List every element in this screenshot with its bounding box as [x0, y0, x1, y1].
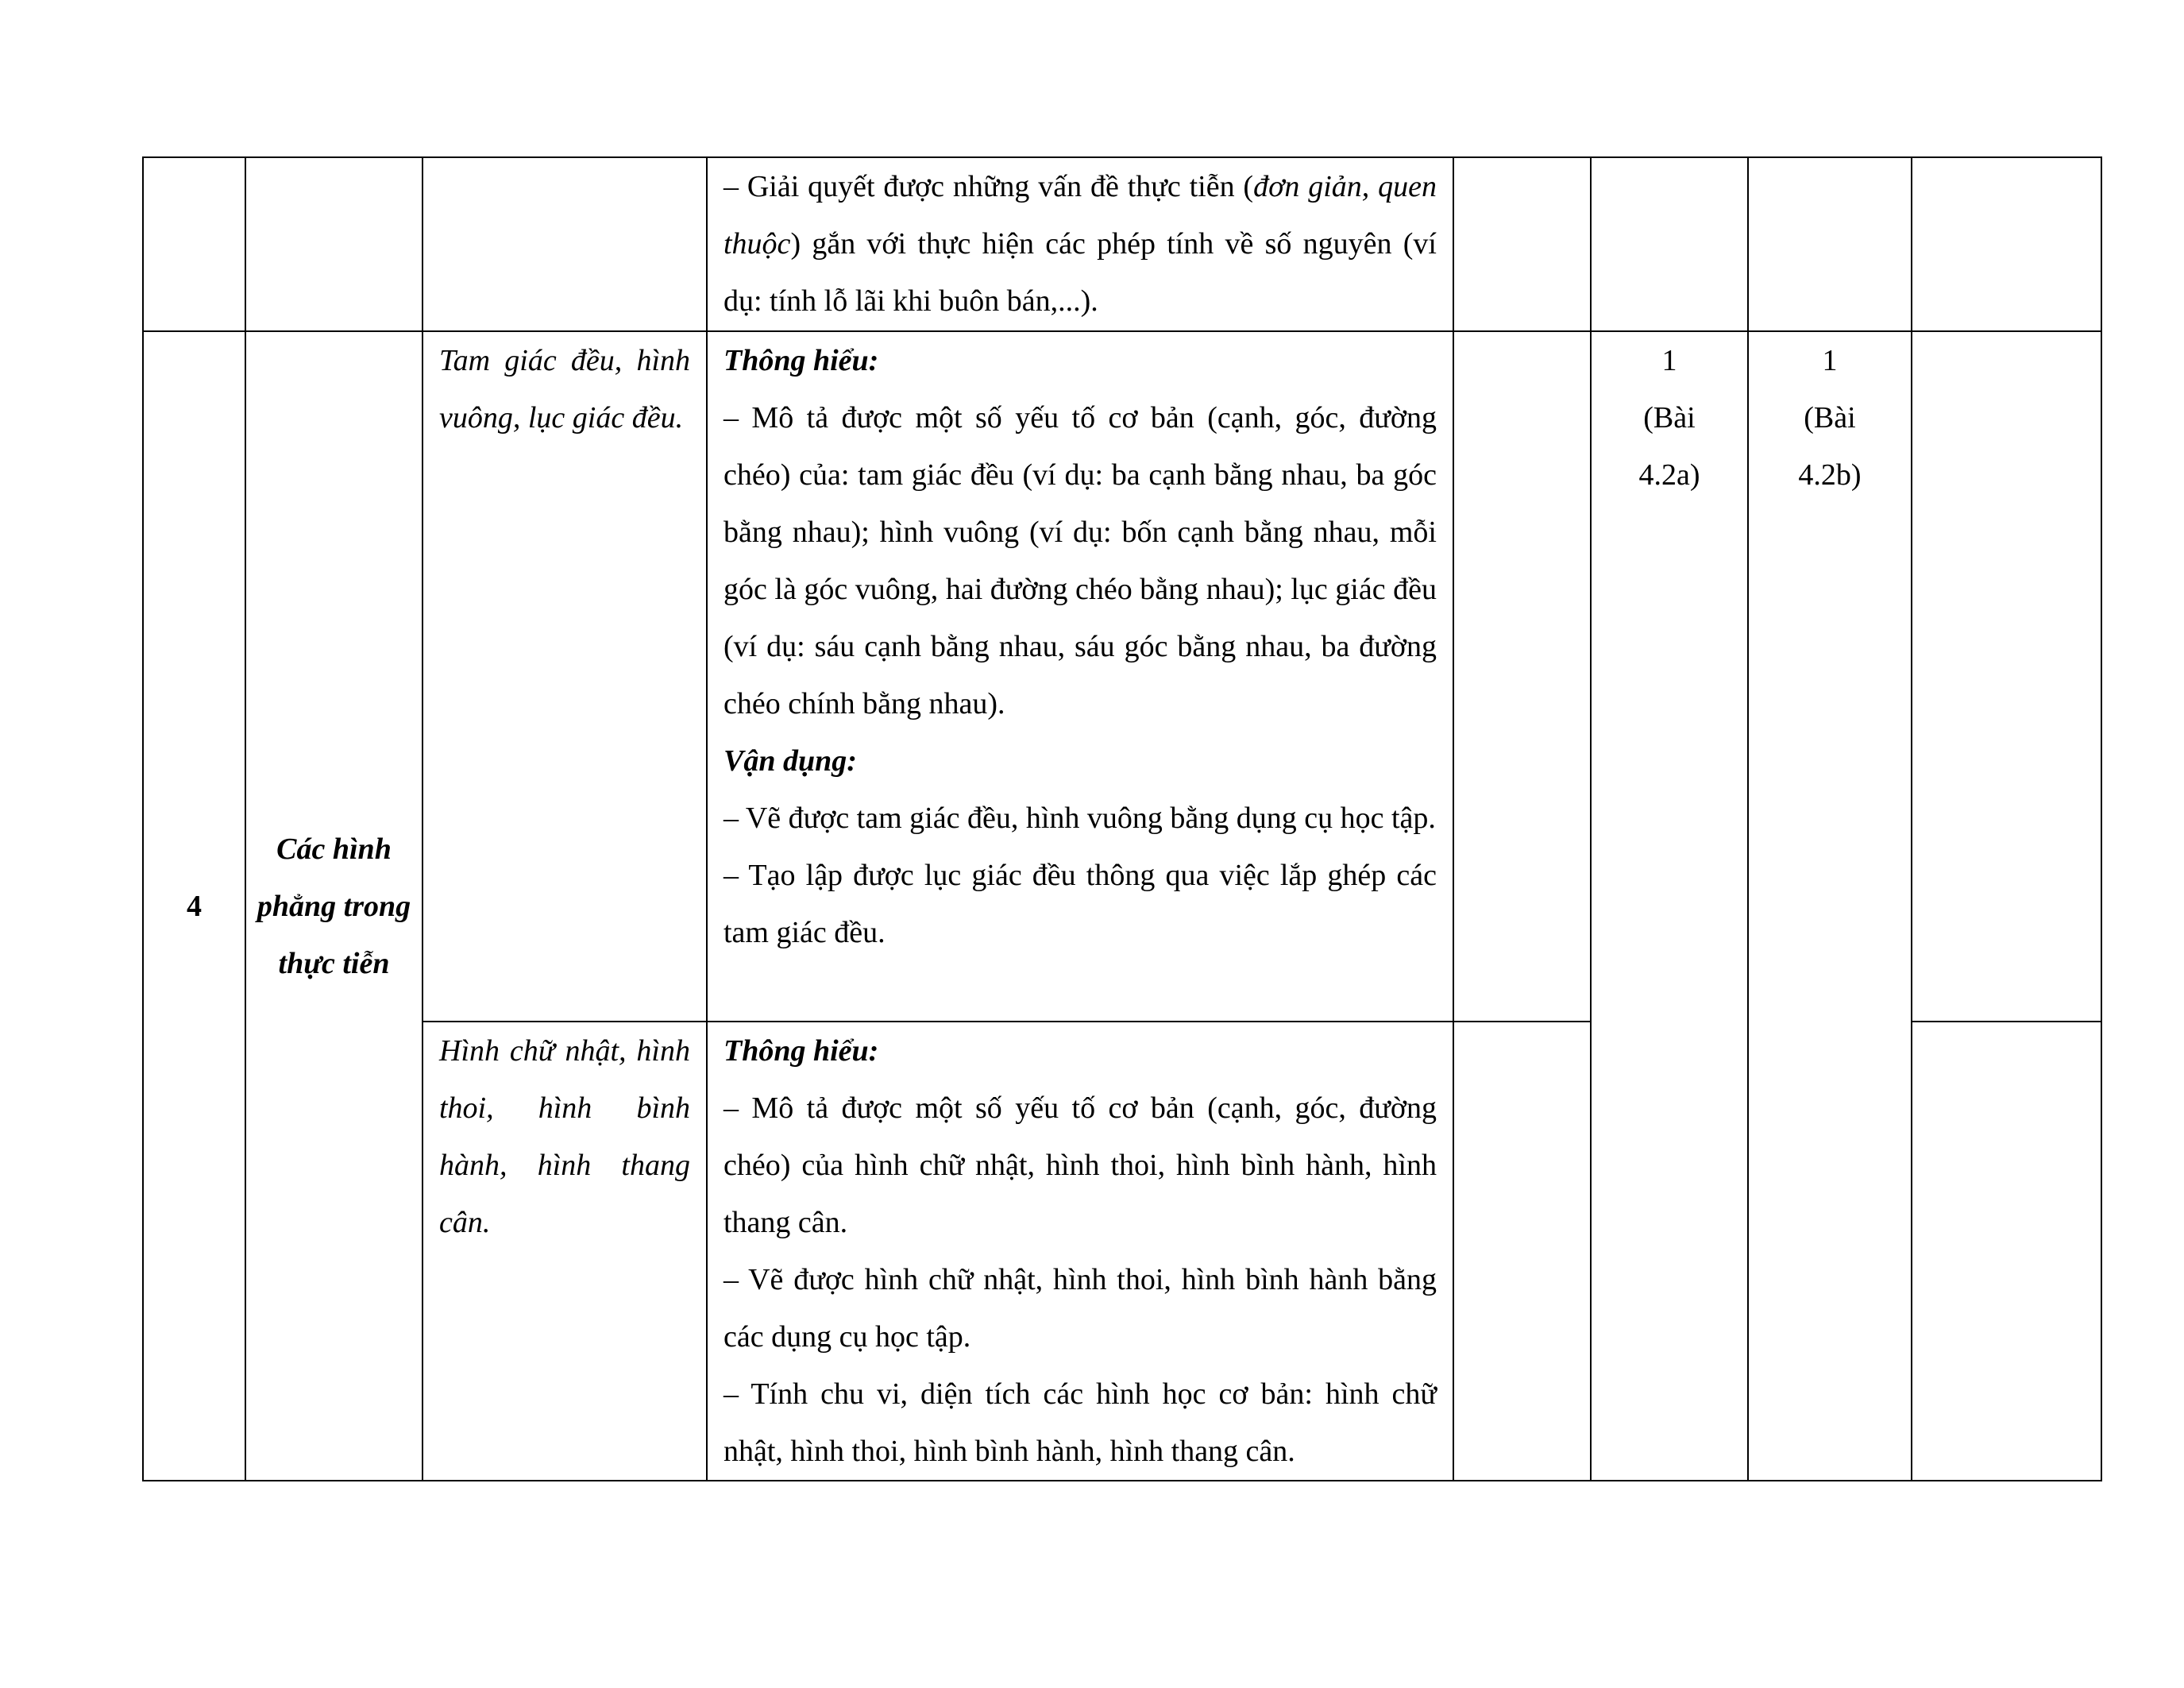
level-heading: Vận dụng:: [723, 744, 857, 778]
level-heading: Thông hiểu:: [723, 344, 879, 377]
question-count: 1: [1822, 344, 1838, 377]
cell-level-4: [1912, 157, 2101, 331]
cell-level-1: [1453, 331, 1591, 1022]
question-count-cell: [1591, 331, 1748, 1481]
unit-requirements: [707, 331, 1453, 1022]
cell-topic-empty: [245, 157, 423, 331]
cell-level-1: [1453, 1022, 1591, 1481]
question-count: 1: [1661, 344, 1677, 377]
question-count-cell: [1748, 331, 1912, 1481]
requirement-item: – Vẽ được tam giác đều, hình vuông bằng dụng cụ học tập.: [723, 802, 1436, 835]
section-topic: Các hình phẳng trong thực tiễn: [245, 331, 423, 1481]
question-ref: 4.2a): [1638, 458, 1700, 492]
cell-level-2: [1591, 157, 1748, 331]
requirement-item: – Mô tả được một số yếu tố cơ bản (cạnh, góc, đường chéo) của: tam giác đều (ví dụ: ba cạnh bằng nhau, ba góc bằng nhau); hình vuông (ví dụ: bốn cạnh bằng nhau, mỗi góc là góc vuông, hai đường chéo bằng nhau); lục giác đều (ví dụ: sáu cạnh bằng nhau, sáu góc bằng nhau, ba đường chéo chính bằng nhau).: [723, 401, 1437, 720]
assessment-matrix-table: [142, 156, 2102, 1481]
unit-name: Hình chữ nhật, hình thoi, hình bình hành, hình thang cân.: [423, 1022, 707, 1481]
table-row: [143, 331, 2101, 1022]
cell-level-3: [1748, 157, 1912, 331]
unit-name: Tam giác đều, hình vuông, lục giác đều.: [423, 331, 707, 1022]
question-ref: (Bài: [1643, 401, 1696, 435]
requirement-text-italic: đơn giản, quen thuộc: [723, 170, 1437, 261]
cell-level-4: [1912, 1022, 2101, 1481]
requirement-item: – Tạo lập được lục giác đều thông qua việc lắp ghép các tam giác đều.: [723, 859, 1437, 949]
cell-level-4: [1912, 331, 2101, 1022]
table-row: [143, 157, 2101, 331]
question-ref: 4.2b): [1798, 458, 1862, 492]
requirement-item: – Vẽ được hình chữ nhật, hình thoi, hình bình hành bằng các dụng cụ học tập.: [723, 1263, 1437, 1354]
cell-unit-empty: [423, 157, 707, 331]
cell-number-empty: [143, 157, 245, 331]
unit-requirements: [707, 1022, 1453, 1481]
section-number: 4: [143, 331, 245, 1481]
requirement-item: – Mô tả được một số yếu tố cơ bản (cạnh, góc, đường chéo) của hình chữ nhật, hình thoi, hình bình hành, hình thang cân.: [723, 1091, 1437, 1239]
question-ref: (Bài: [1804, 401, 1856, 435]
requirement-item: – Tính chu vi, diện tích các hình học cơ bản: hình chữ nhật, hình thoi, hình bình hành, hình thang cân.: [723, 1377, 1437, 1468]
cell-level-1: [1453, 157, 1591, 331]
level-heading: Thông hiểu:: [723, 1034, 879, 1068]
cell-requirement-continued: [707, 157, 1453, 331]
requirement-text: – Giải quyết được những vấn đề thực tiễn (: [723, 170, 1254, 203]
requirement-text: ) gắn với thực hiện các phép tính về số nguyên (ví dụ: tính lỗ lãi khi buôn bán,...).: [723, 227, 1437, 318]
